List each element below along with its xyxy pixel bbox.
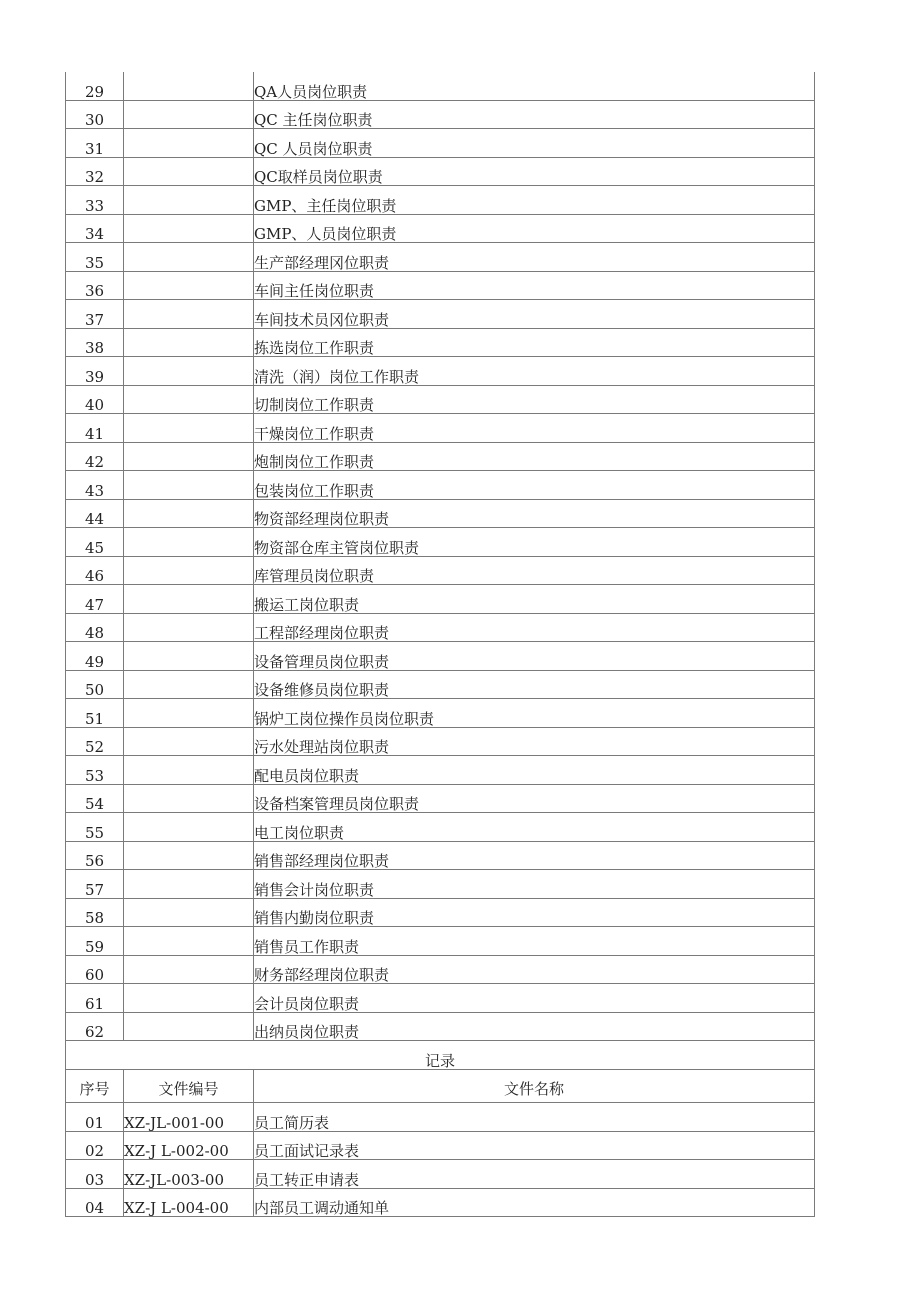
table-row [66,186,815,215]
table-row [66,100,815,129]
row-file-name: 搬运工岗位职责 [254,585,815,614]
table-row [66,670,815,699]
table-row [66,955,815,984]
row-file-name: QC取样员岗位职责 [254,157,815,186]
table-row [66,414,815,443]
row-number: 58 [66,898,124,927]
table-row [66,72,815,100]
table-row [66,585,815,614]
row-file-name: 配电员岗位职责 [254,756,815,785]
row-file-code [124,670,254,699]
row-file-code [124,243,254,272]
table-row [66,1131,815,1160]
table-row [66,214,815,243]
table-row [66,1103,815,1132]
row-file-code [124,813,254,842]
row-file-code: XZ-J L-004-00 [124,1188,254,1217]
table-row [66,528,815,557]
row-file-name: 电工岗位职责 [254,813,815,842]
row-file-code [124,300,254,329]
row-file-name: 车间技术员冈位职责 [254,300,815,329]
row-file-code [124,841,254,870]
row-file-code [124,499,254,528]
row-file-name: 销售员工作职责 [254,927,815,956]
header-no: 序号 [66,1069,124,1103]
row-file-code [124,556,254,585]
row-file-code: XZ-JL-001-00 [124,1103,254,1132]
row-number: 61 [66,984,124,1013]
row-number: 48 [66,613,124,642]
row-file-name: 清洗（润）岗位工作职责 [254,357,815,386]
row-file-code: XZ-J L-002-00 [124,1131,254,1160]
header-name: 文件名称 [254,1069,815,1103]
table-row [66,927,815,956]
row-file-name: 内部员工调动通知单 [254,1188,815,1217]
row-number: 36 [66,271,124,300]
row-file-code [124,186,254,215]
row-file-code [124,471,254,500]
row-file-code [124,72,254,100]
row-number: 56 [66,841,124,870]
row-file-name: 会计员岗位职责 [254,984,815,1013]
row-file-code [124,129,254,158]
row-number: 52 [66,727,124,756]
row-number: 47 [66,585,124,614]
row-number: 34 [66,214,124,243]
row-number: 02 [66,1131,124,1160]
table-row [66,129,815,158]
row-file-name: 出纳员岗位职责 [254,1012,815,1041]
row-number: 35 [66,243,124,272]
row-file-name: GMP、人员岗位职责 [254,214,815,243]
row-file-code [124,100,254,129]
row-number: 32 [66,157,124,186]
row-number: 59 [66,927,124,956]
row-file-name: 销售部经理岗位职责 [254,841,815,870]
table-row [66,784,815,813]
table-row [66,1160,815,1189]
row-number: 50 [66,670,124,699]
row-number: 49 [66,642,124,671]
row-file-name: 设备管理员岗位职责 [254,642,815,671]
row-file-name: 销售会计岗位职责 [254,870,815,899]
row-file-code [124,385,254,414]
row-file-code [124,442,254,471]
table-row [66,328,815,357]
row-file-code [124,756,254,785]
table-row [66,756,815,785]
row-file-code [124,984,254,1013]
row-number: 43 [66,471,124,500]
table-row [66,157,815,186]
row-number: 37 [66,300,124,329]
row-number: 30 [66,100,124,129]
table-row [66,841,815,870]
table-row [66,727,815,756]
row-number: 31 [66,129,124,158]
row-number: 39 [66,357,124,386]
table-row [66,1012,815,1041]
row-file-name: 炮制岗位工作职责 [254,442,815,471]
row-file-name: 物资部仓库主管岗位职责 [254,528,815,557]
row-number: 38 [66,328,124,357]
row-file-name: 设备维修员岗位职责 [254,670,815,699]
row-file-code [124,727,254,756]
row-file-name: 员工面试记录表 [254,1131,815,1160]
row-number: 46 [66,556,124,585]
row-file-code [124,328,254,357]
document-table [65,72,815,1217]
row-file-code [124,613,254,642]
row-file-name: 切制岗位工作职责 [254,385,815,414]
row-file-name: 员工简历表 [254,1103,815,1132]
row-file-code [124,157,254,186]
row-file-name: 污水处理站岗位职责 [254,727,815,756]
row-file-name: 车间主任岗位职责 [254,271,815,300]
table-row [66,300,815,329]
section-title: 记录 [66,1041,815,1070]
row-number: 04 [66,1188,124,1217]
table-row [66,984,815,1013]
table-row [66,898,815,927]
row-number: 44 [66,499,124,528]
row-file-code [124,357,254,386]
row-file-name: 包装岗位工作职责 [254,471,815,500]
row-file-name: QC 人员岗位职责 [254,129,815,158]
row-number: 54 [66,784,124,813]
table-row [66,556,815,585]
table-row [66,471,815,500]
row-file-name: GMP、主任岗位职责 [254,186,815,215]
table-row [66,271,815,300]
row-number: 03 [66,1160,124,1189]
table-row [66,385,815,414]
records-list [66,1103,815,1217]
table-row [66,1188,815,1217]
row-number: 29 [66,72,124,100]
table-row [66,442,815,471]
table-row [66,243,815,272]
row-number: 01 [66,1103,124,1132]
row-number: 51 [66,699,124,728]
row-number: 57 [66,870,124,899]
row-number: 40 [66,385,124,414]
records-header-row [66,1069,815,1103]
row-number: 33 [66,186,124,215]
table-row [66,642,815,671]
row-number: 60 [66,955,124,984]
row-file-name: 生产部经理冈位职责 [254,243,815,272]
duties-list [66,72,815,1041]
row-file-name: 财务部经理岗位职责 [254,955,815,984]
row-file-name: QC 主任岗位职责 [254,100,815,129]
row-number: 55 [66,813,124,842]
row-file-code [124,784,254,813]
row-file-code [124,927,254,956]
row-file-code [124,870,254,899]
section-title-row [66,1041,815,1070]
row-file-code [124,955,254,984]
row-number: 42 [66,442,124,471]
row-file-code [124,898,254,927]
table-row [66,613,815,642]
row-file-code [124,414,254,443]
row-file-name: QA人员岗位职责 [254,72,815,100]
row-file-name: 干燥岗位工作职责 [254,414,815,443]
records-section [66,1041,815,1103]
header-code: 文件编号 [124,1069,254,1103]
table-row [66,813,815,842]
row-number: 62 [66,1012,124,1041]
row-file-code [124,1012,254,1041]
row-file-code [124,585,254,614]
row-file-name: 库管理员岗位职责 [254,556,815,585]
table-row [66,699,815,728]
row-file-code [124,214,254,243]
row-file-code [124,642,254,671]
table-row [66,357,815,386]
row-file-name: 设备档案管理员岗位职责 [254,784,815,813]
table-row [66,870,815,899]
row-number: 45 [66,528,124,557]
row-file-name: 销售内勤岗位职责 [254,898,815,927]
row-file-name: 拣选岗位工作职责 [254,328,815,357]
row-number: 53 [66,756,124,785]
row-file-name: 物资部经理岗位职责 [254,499,815,528]
row-number: 41 [66,414,124,443]
table-row [66,499,815,528]
row-file-code [124,271,254,300]
row-file-code: XZ-JL-003-00 [124,1160,254,1189]
row-file-code [124,528,254,557]
row-file-name: 员工转正申请表 [254,1160,815,1189]
row-file-name: 工程部经理岗位职责 [254,613,815,642]
row-file-name: 锅炉工岗位操作员岗位职责 [254,699,815,728]
row-file-code [124,699,254,728]
